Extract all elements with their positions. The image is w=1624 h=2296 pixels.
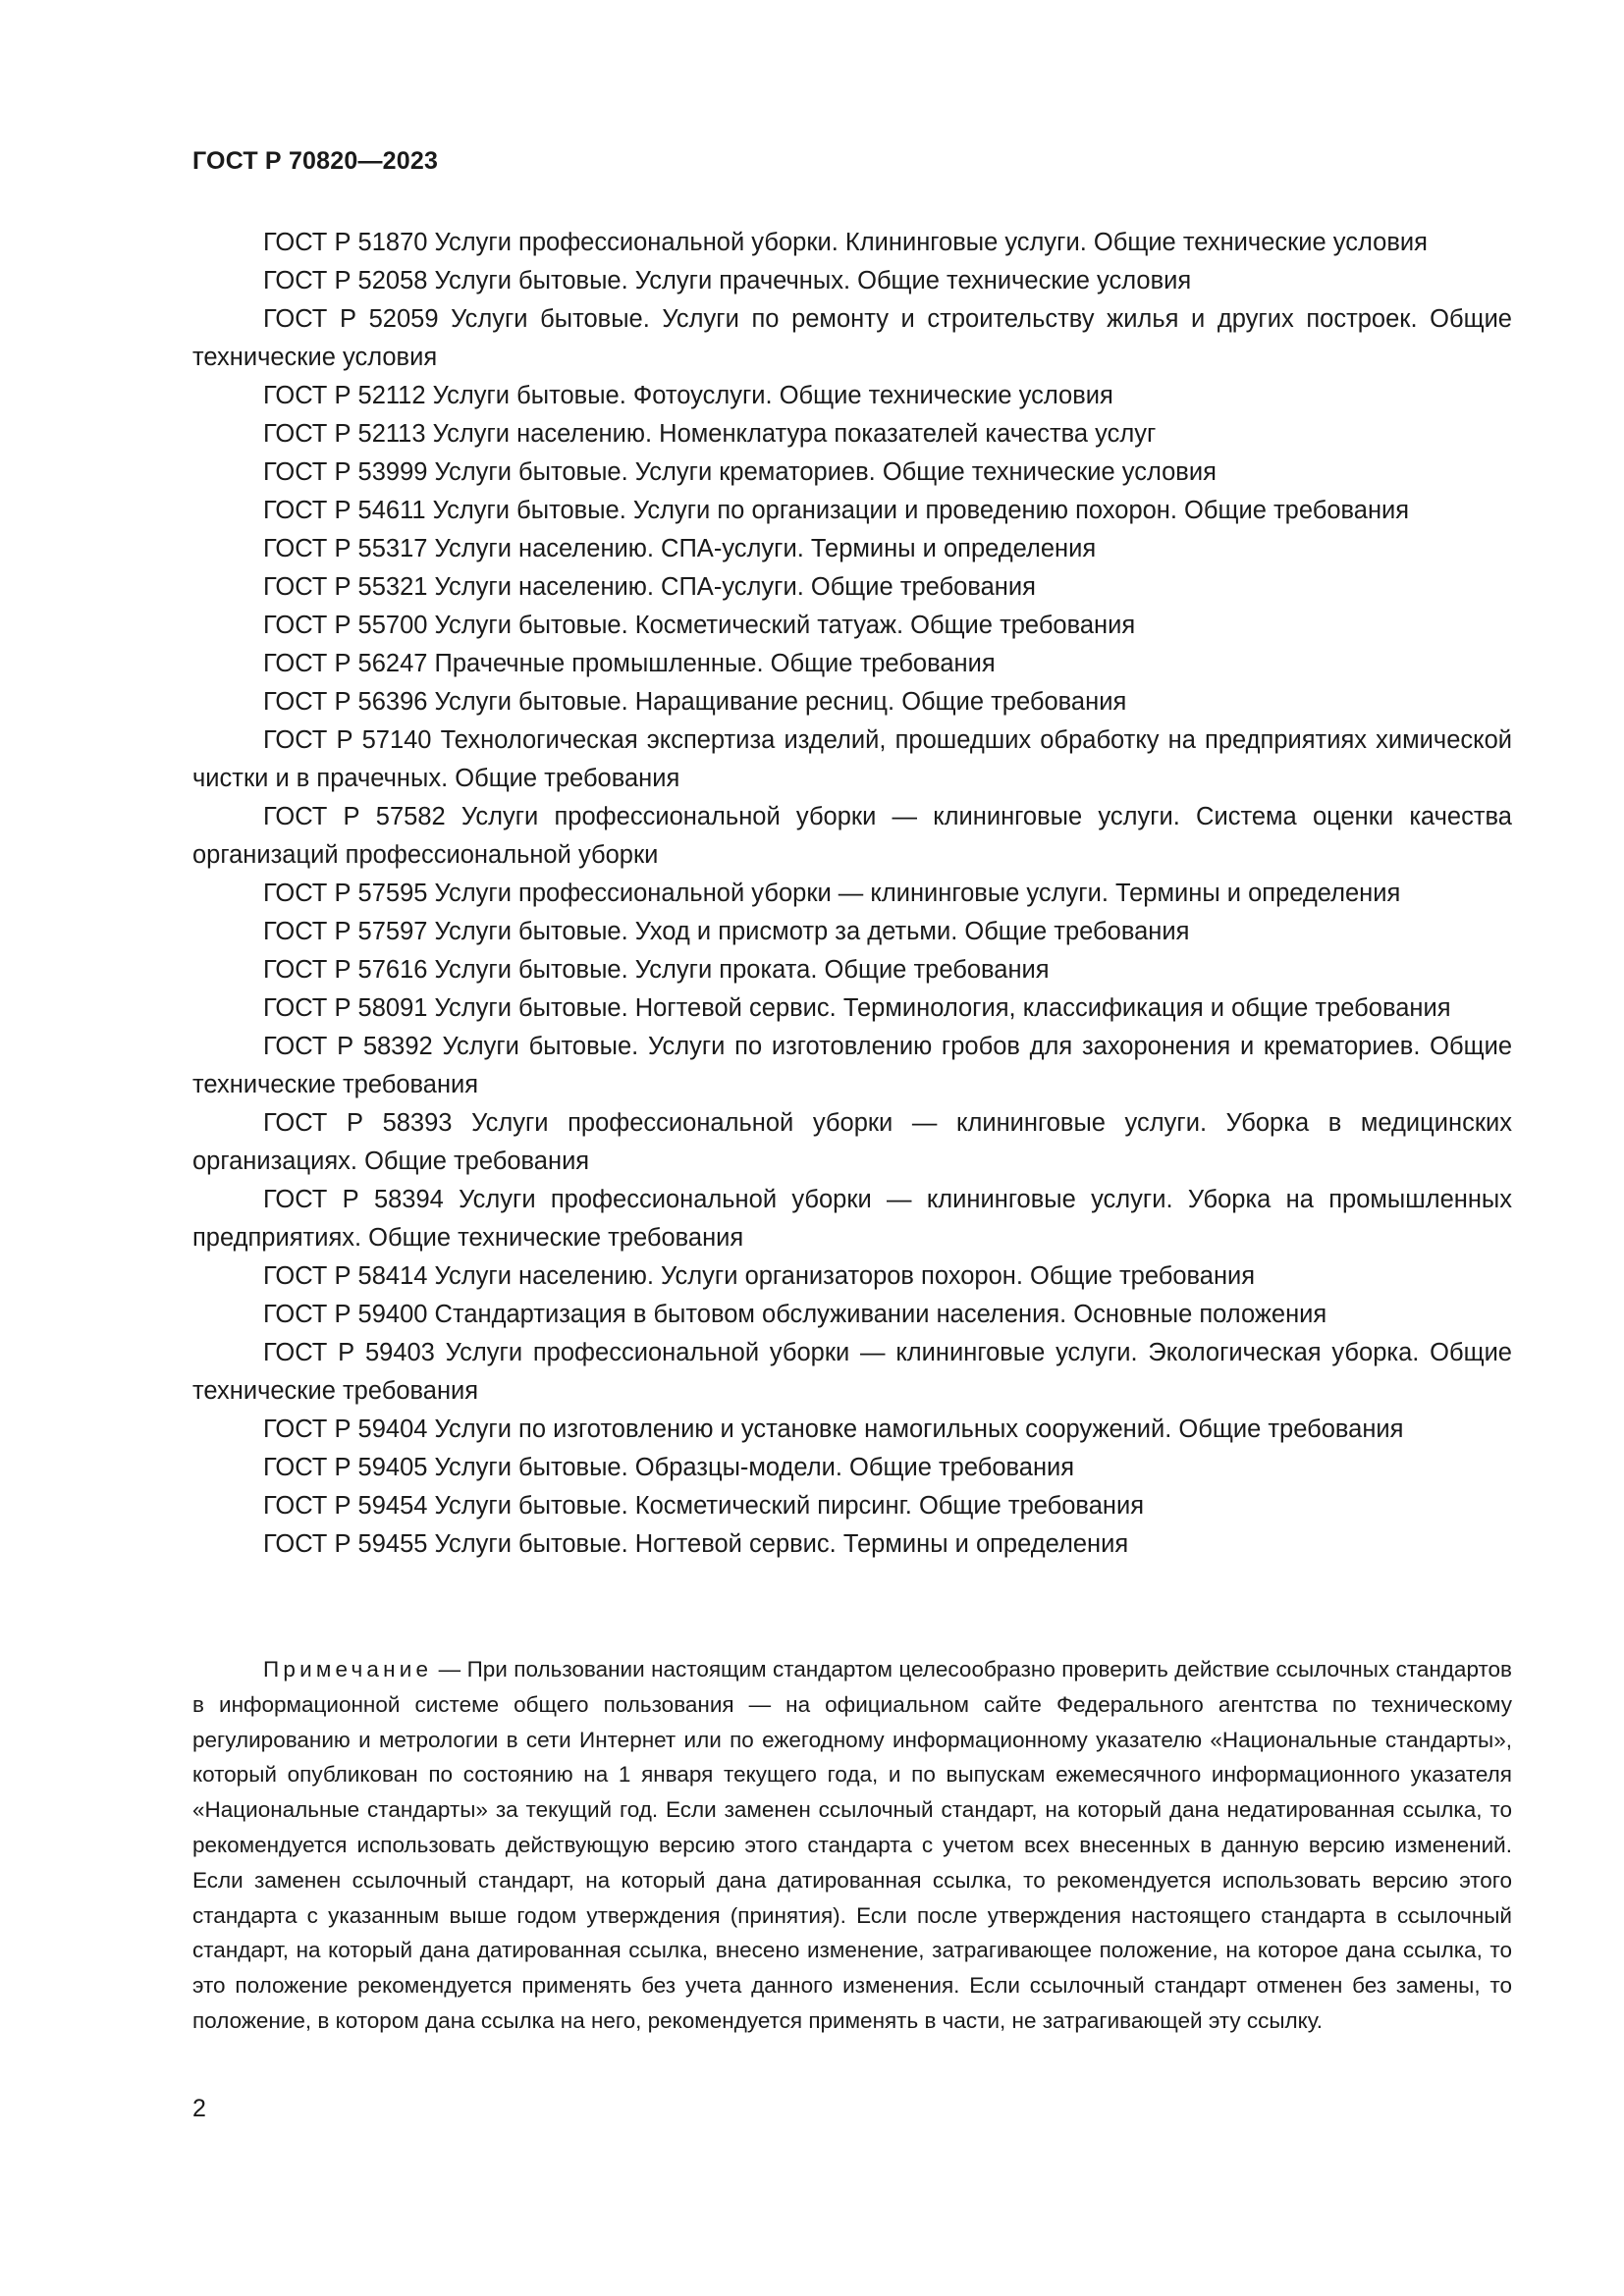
note-paragraph [192, 1652, 1512, 2039]
reference-item: ГОСТ Р 57140 Технологическая экспертиза изделий, прошедших обработку на предприятиях химической чистки и в прачечных. Общие требования [192, 726, 1512, 792]
note-text: — При пользовании настоящим стандартом целесообразно проверить действие ссылочных стандартов в информационной системе общего пользования — на официальном сайте Федерального агентства по техническому регулированию и метрологии в сети Интернет или по ежегодному информационному указателю «Национальные стандарты», который опубликован по состоянию на 1 января текущего года, и по выпускам ежемесячного информационного указателя «Национальные стандарты» за текущий год. Если заменен ссылочный стандарт, на который дана недатированная ссылка, то рекомендуется использовать действующую версию этого стандарта с учетом всех внесенных в данную версию изменений. Если заменен ссылочный стандарт, на который дана датированная ссылка, то рекомендуется использовать версию этого стандарта с указанным выше годом утверждения (принятия). Если после утверждения настоящего стандарта в ссылочный стандарт, на который дана датированная ссылка, внесено изменение, затрагивающее положение, на которое дана ссылка, то это положение рекомендуется применять без учета данного изменения. Если ссылочный стандарт отменен без замены, то положение, в котором дана ссылка на него, рекомендуется применять в части, не затрагивающей эту ссылку. [192, 1657, 1512, 2033]
reference-item: ГОСТ Р 51870 Услуги профессиональной уборки. Клининговые услуги. Общие технические условия [263, 229, 1428, 256]
reference-item: ГОСТ Р 58394 Услуги профессиональной уборки — клининговые услуги. Уборка на промышленных предприятиях. Общие технические требования [192, 1186, 1512, 1252]
reference-item: ГОСТ Р 56247 Прачечные промышленные. Общие требования [263, 650, 996, 677]
reference-item: ГОСТ Р 59454 Услуги бытовые. Косметический пирсинг. Общие требования [263, 1492, 1145, 1520]
page-number: 2 [192, 2095, 206, 2122]
reference-item: ГОСТ Р 57616 Услуги бытовые. Услуги проката. Общие требования [263, 956, 1050, 984]
reference-item: ГОСТ Р 59400 Стандартизация в бытовом обслуживании населения. Основные положения [263, 1301, 1327, 1328]
reference-item: ГОСТ Р 53999 Услуги бытовые. Услуги крематориев. Общие технические условия [263, 458, 1217, 486]
reference-item: ГОСТ Р 58414 Услуги населению. Услуги организаторов похорон. Общие требования [263, 1262, 1256, 1290]
reference-item: ГОСТ Р 58392 Услуги бытовые. Услуги по изготовлению гробов для захоронения и крематориев. Общие технические требования [192, 1033, 1512, 1098]
reference-item: ГОСТ Р 56396 Услуги бытовые. Наращивание ресниц. Общие требования [263, 688, 1127, 716]
reference-item: ГОСТ Р 52112 Услуги бытовые. Фотоуслуги. Общие технические условия [263, 382, 1113, 409]
reference-item: ГОСТ Р 57597 Услуги бытовые. Уход и присмотр за детьми. Общие требования [263, 918, 1190, 945]
reference-item: ГОСТ Р 59404 Услуги по изготовлению и установке намогильных сооружений. Общие требования [263, 1415, 1404, 1443]
normative-references-list [192, 224, 1512, 1564]
reference-item: ГОСТ Р 58091 Услуги бытовые. Ногтевой сервис. Терминология, классификация и общие требования [263, 994, 1451, 1022]
reference-item: ГОСТ Р 55321 Услуги населению. СПА-услуги. Общие требования [263, 573, 1036, 601]
reference-item: ГОСТ Р 59403 Услуги профессиональной уборки — клининговые услуги. Экологическая уборка. Общие технические требования [192, 1339, 1512, 1405]
reference-item: ГОСТ Р 52113 Услуги населению. Номенклатура показателей качества услуг [263, 420, 1157, 448]
reference-item: ГОСТ Р 55317 Услуги населению. СПА-услуги. Термины и определения [263, 535, 1097, 562]
reference-item: ГОСТ Р 57582 Услуги профессиональной уборки — клининговые услуги. Система оценки качества организаций профессиональной уборки [192, 803, 1512, 869]
document-header: ГОСТ Р 70820—2023 [192, 147, 439, 175]
reference-item: ГОСТ Р 59455 Услуги бытовые. Ногтевой сервис. Термины и определения [263, 1530, 1129, 1558]
reference-item: ГОСТ Р 54611 Услуги бытовые. Услуги по организации и проведению похорон. Общие требования [263, 497, 1410, 524]
reference-item: ГОСТ Р 59405 Услуги бытовые. Образцы-модели. Общие требования [263, 1454, 1075, 1481]
reference-item: ГОСТ Р 58393 Услуги профессиональной уборки — клининговые услуги. Уборка в медицинских организациях. Общие требования [192, 1109, 1512, 1175]
reference-item: ГОСТ Р 57595 Услуги профессиональной уборки — клининговые услуги. Термины и определения [263, 880, 1401, 907]
reference-item: ГОСТ Р 52059 Услуги бытовые. Услуги по ремонту и строительству жилья и других построек. Общие технические условия [192, 305, 1512, 371]
reference-item: ГОСТ Р 55700 Услуги бытовые. Косметический татуаж. Общие требования [263, 612, 1136, 639]
note-label: Примечание [263, 1657, 433, 1682]
reference-item: ГОСТ Р 52058 Услуги бытовые. Услуги прачечных. Общие технические условия [263, 267, 1192, 294]
